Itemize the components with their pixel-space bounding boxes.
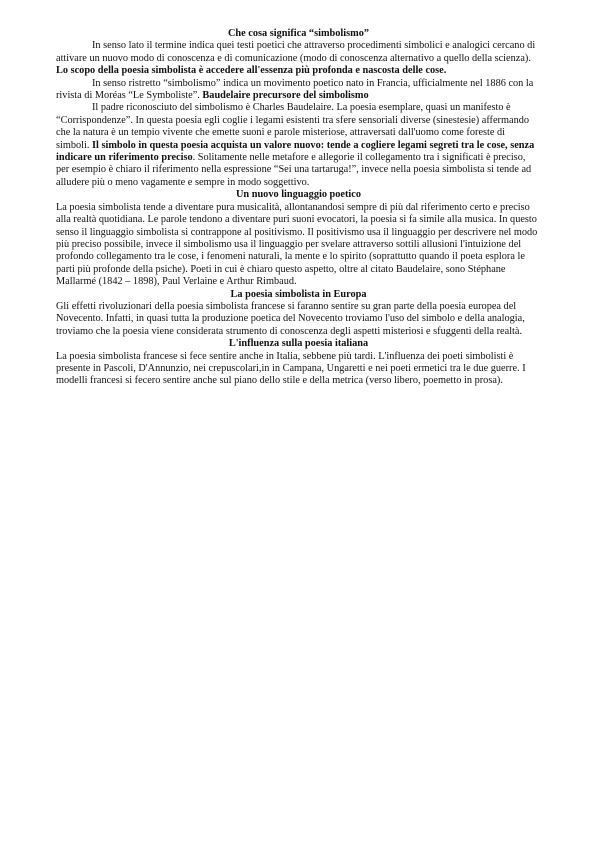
paragraph-text: Il padre riconosciuto del simbolismo è Charles Baudelaire. La poesia esemplare, quasi un manifesto è “Corrispondenze”. In questa poesia egli coglie i legami esistenti tra sfere sensoriali diverse (sinestesie) affermando che la natura è un tempio vivente che emette suoni e parole misteriose, attraversati dall'uomo come foreste di simboli. <box>56 102 530 151</box>
paragraph-baudelaire <box>56 102 541 189</box>
section-title-simbolismo: Che cosa significa “simbolismo” <box>227 28 369 39</box>
section-title-europa: La poesia simbolista in Europa <box>230 288 367 300</box>
section-title-italia: L'influenza sulla poesia italiana <box>228 338 369 350</box>
paragraph-linguaggio: La poesia simbolista tende a diventare pura musicalità, allontanandosi sempre di più dal riferimento certo e preciso alla realtà quotidiana. Le parole tendono a diventare puri suoni evocatori, la poesia si fa simile alla musica. In questo senso il linguaggio simbolista si contrappone al positivismo. Il positivismo usa il linguaggio per descrivere nel modo più preciso possibile, invece il simbolismo usa il linguaggio per svelare attraverso sottili allusioni l'intuizione del profondo collegamento tra le cose, i fenomeni naturali, la mente e lo spirito (soprattutto quando il poeta esplora le parti più profonde della psiche). Poeti in cui è chiaro questo aspetto, oltre al citato Baudelaire, sono Stéphane Mallarmé (1842 – 1898), Paul Verlaine e Arthur Rimbaud. <box>56 201 538 288</box>
section-title-linguaggio: Un nuovo linguaggio poetico <box>235 189 361 201</box>
paragraph-text: In senso lato il termine indica quei testi poetici che attraverso procedimenti simbolici e analogici cercano di attivare un nuovo modo di conoscenza e di comunicazione (modo di conoscenza alternativo a quello della scienza). <box>56 40 536 64</box>
paragraph-europa: Gli effetti rivoluzionari della poesia simbolista francese si faranno sentire su gran parte della poesia europea del Novecento. Infatti, in quasi tutta la produzione poetica del Novecento troviamo l'uso del simbolo e della analogia, troviamo che la poesia viene considerata strumento di conoscenza degli aspetti misteriosi e sfuggenti della realtà. <box>56 300 525 337</box>
inline-subheading-baudelaire: Baudelaire precursore del simbolismo <box>202 90 369 102</box>
paragraph-senso-lato <box>56 40 541 77</box>
paragraph-senso-ristretto <box>56 78 541 103</box>
paragraph-text-continued: . Solitamente nelle metafore e allegorie il collegamento tra i significati è preciso, per esempio è chiaro il riferimento nella espressione “Sei una tartaruga!”, invece nella poesia simbolista si tende ad alludere più o meno vagamente e sempre in modo soggettivo. <box>56 152 532 188</box>
paragraph-italia: La poesia simbolista francese si fece sentire anche in Italia, sebbene più tardi. L'influenza dei poeti simbolisti è presente in Pascoli, D'Annunzio, nei crepuscolari,in in Campana, Ungaretti e nei poeti ermetici tra le due guerre. I modelli francesi si fecero sentire anche sul piano dello stile e della metrica (verso libero, poemetto in prosa). <box>56 350 526 387</box>
paragraph-bold-text: Il simbolo in questa poesia acquista un valore nuovo: tende a cogliere legami segreti tra le cose, senza indicare un riferimento preciso <box>56 139 535 164</box>
document-page <box>56 28 541 388</box>
paragraph-text: In senso ristretto “simbolismo” indica un movimento poetico nato in Francia, ufficialmente nel 1886 con la rivista di Moréas “Le Symboliste”. <box>56 77 534 102</box>
paragraph-bold-text: Lo scopo della poesia simbolista è accedere all'essenza più profonda e nascosta delle cose. <box>56 65 447 77</box>
